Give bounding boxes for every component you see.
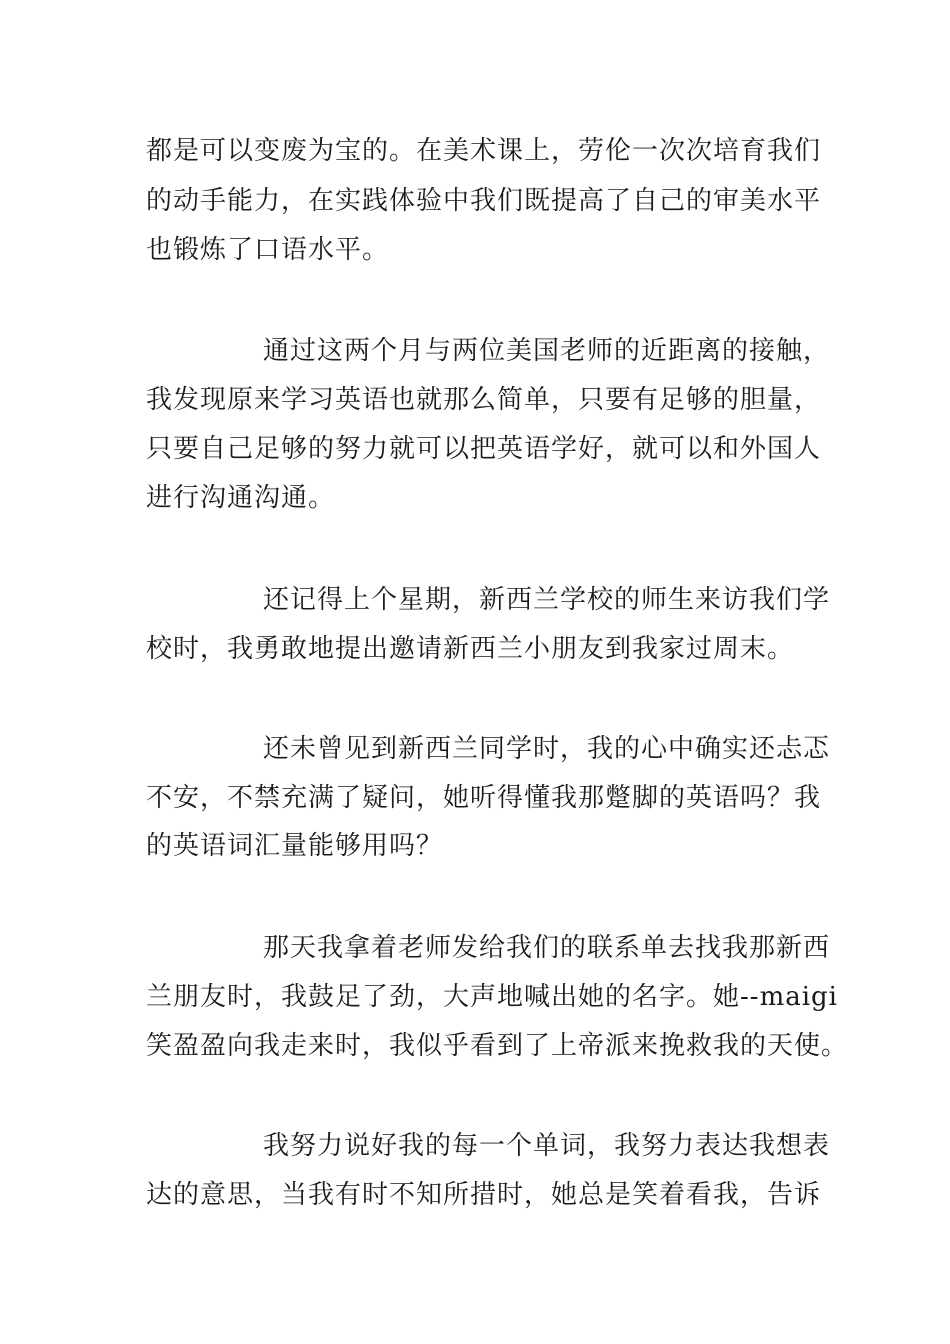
paragraph-5-line-3: 笑盈盈向我走来时，我似乎看到了上帝派来挽救我的天使。 bbox=[146, 1031, 849, 1061]
paragraph-6-line-2: 达的意思，当我有时不知所措时，她总是笑着看我，告诉 bbox=[146, 1180, 822, 1210]
paragraph-1-line-3: 也锻炼了口语水平。 bbox=[146, 235, 390, 265]
paragraph-2-line-1: 通过这两个月与两位美国老师的近距离的接触， bbox=[263, 336, 831, 366]
paragraph-5-line-2: 兰朋友时，我鼓足了劲，大声地喊出她的名字。她--maigi bbox=[146, 982, 839, 1012]
paragraph-1-line-2: 的动手能力，在实践体验中我们既提高了自己的审美水平 bbox=[146, 186, 822, 216]
paragraph-4-line-3: 的英语词汇量能够用吗？ bbox=[146, 831, 444, 861]
paragraph-6-line-1: 我努力说好我的每一个单词，我努力表达我想表 bbox=[263, 1131, 831, 1161]
paragraph-2-line-3: 只要自己足够的努力就可以把英语学好，就可以和外国人 bbox=[146, 434, 822, 464]
paragraph-4-line-2: 不安，不禁充满了疑问，她听得懂我那蹩脚的英语吗？我 bbox=[146, 783, 822, 813]
paragraph-3-line-2: 校时，我勇敢地提出邀请新西兰小朋友到我家过周末。 bbox=[146, 634, 795, 664]
paragraph-4-line-1: 还未曾见到新西兰同学时，我的心中确实还忐忑 bbox=[263, 734, 831, 764]
paragraph-3-line-1: 还记得上个星期，新西兰学校的师生来访我们学 bbox=[263, 585, 831, 615]
paragraph-1-line-1: 都是可以变废为宝的。在美术课上，劳伦一次次培育我们 bbox=[146, 136, 822, 166]
paragraph-5-line-1: 那天我拿着老师发给我们的联系单去找我那新西 bbox=[263, 933, 831, 963]
paragraph-2-line-2: 我发现原来学习英语也就那么简单，只要有足够的胆量， bbox=[146, 385, 822, 415]
paragraph-2-line-4: 进行沟通沟通。 bbox=[146, 483, 336, 513]
